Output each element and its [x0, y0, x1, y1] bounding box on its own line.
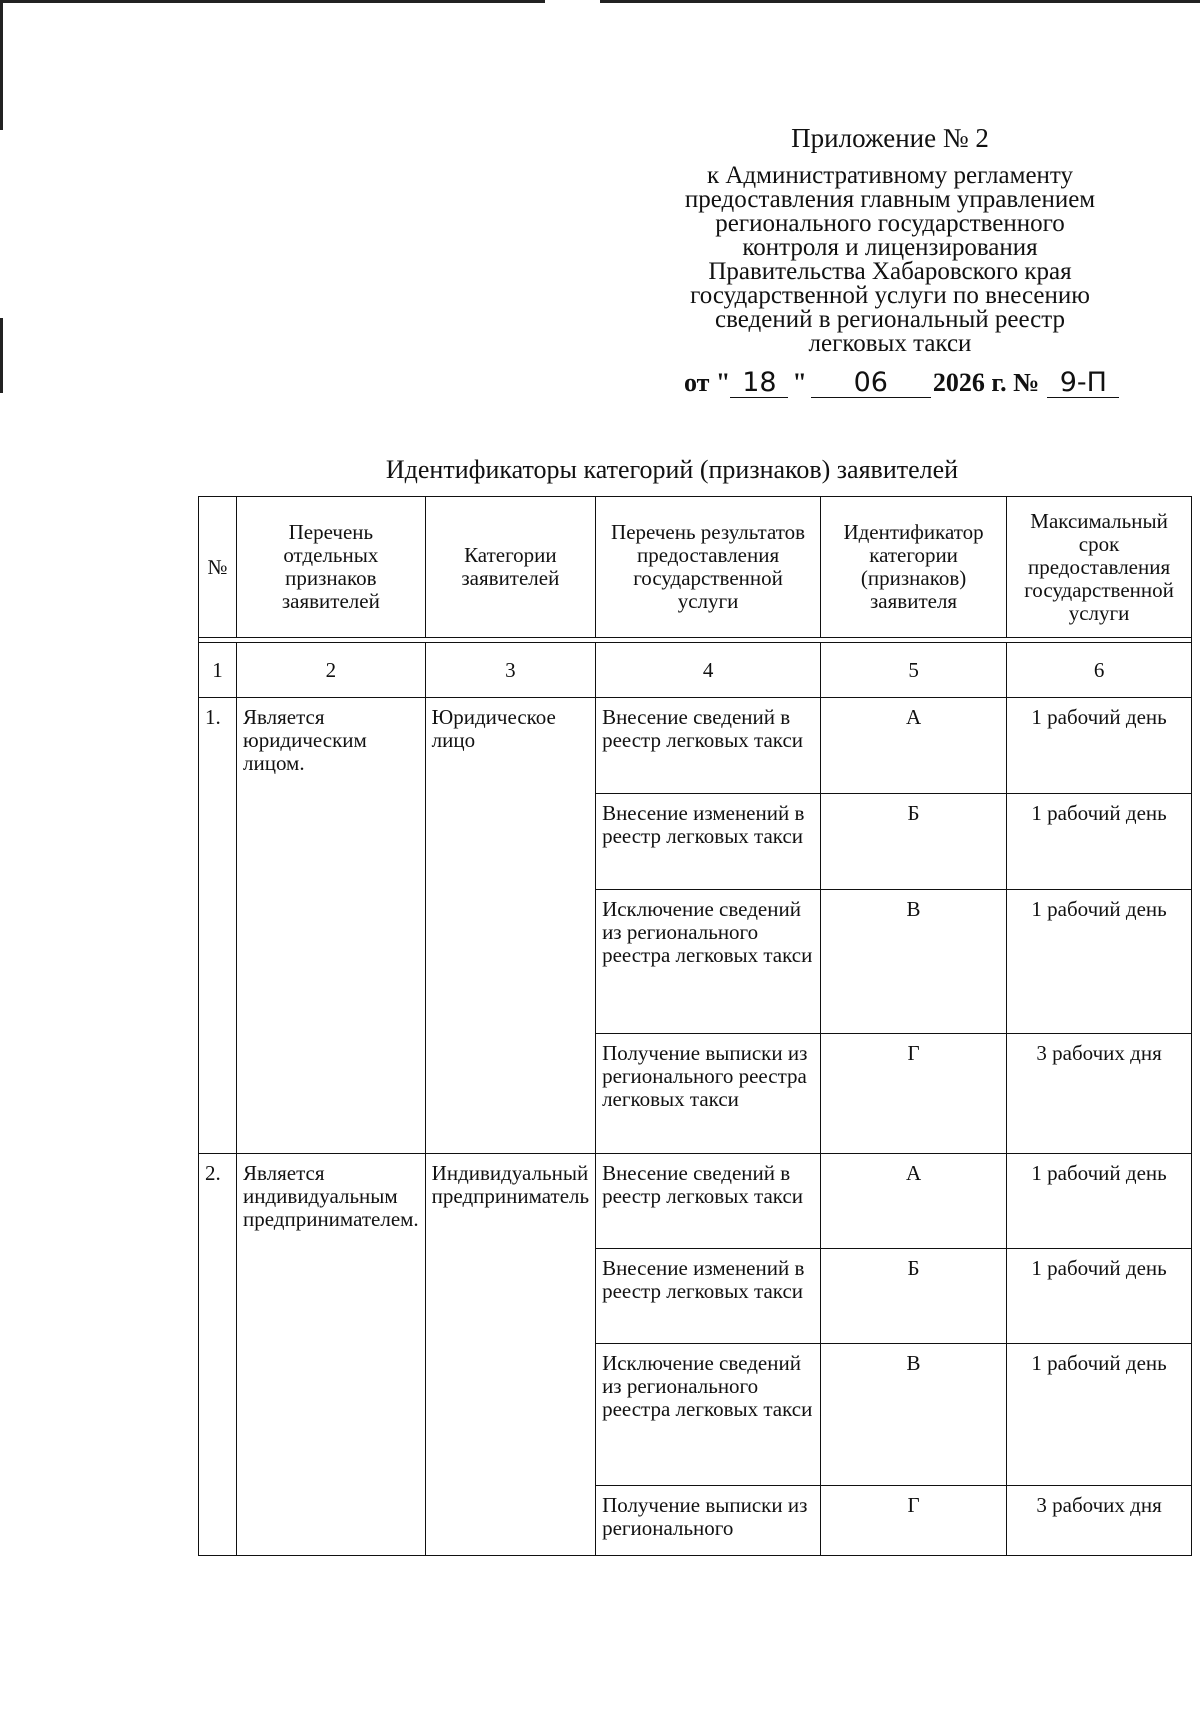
table-row: [199, 698, 1192, 794]
appendix-line: регионального государственного: [715, 210, 1065, 237]
identifiers-table: [198, 496, 1192, 1556]
service-result: Исключение сведений из регионального реестра легковых такси: [596, 890, 821, 1034]
header-cell: Максимальный срок предоставления государственной услуги: [1007, 497, 1192, 638]
max-term: 1 рабочий день: [1007, 794, 1192, 890]
column-number: 1: [199, 643, 237, 698]
applicant-category: Индивидуальный предприниматель: [425, 1154, 595, 1556]
category-identifier: А: [821, 1154, 1007, 1249]
max-term: 1 рабочий день: [1007, 1344, 1192, 1486]
scan-border-left-lower: [0, 318, 3, 393]
approval-date-line: [684, 368, 1119, 398]
identifiers-table-wrap: [198, 496, 1192, 1556]
document-number: 9-П: [1047, 369, 1119, 398]
date-day: 18: [730, 369, 788, 398]
group-number: 2.: [199, 1154, 237, 1556]
category-identifier: Б: [821, 1249, 1007, 1344]
column-number: 2: [237, 643, 426, 698]
service-result: Внесение изменений в реестр легковых такси: [596, 794, 821, 890]
appendix-line: сведений в региональный реестр: [714, 306, 1066, 333]
date-prefix: от ": [684, 368, 731, 397]
category-identifier: Б: [821, 794, 1007, 890]
header-cell: №: [199, 497, 237, 638]
max-term: 1 рабочий день: [1007, 890, 1192, 1034]
max-term: 3 рабочих дня: [1007, 1034, 1192, 1154]
max-term: 3 рабочих дня: [1007, 1486, 1192, 1556]
table-title: Идентификаторы категорий (признаков) заявителей: [385, 455, 959, 484]
category-identifier: Г: [821, 1486, 1007, 1556]
appendix-line: предоставления главным управлением: [684, 186, 1096, 213]
max-term: 1 рабочий день: [1007, 698, 1192, 794]
date-quote: ": [792, 368, 807, 397]
appendix-line: Правительства Хабаровского края: [708, 258, 1072, 285]
max-term: 1 рабочий день: [1007, 1249, 1192, 1344]
appendix-line: контроля и лицензирования: [742, 234, 1038, 261]
date-year: 2026 г. №: [932, 368, 1040, 397]
service-result: Получение выписки из регионального реестра легковых такси: [596, 1034, 821, 1154]
scan-border-top-right: [600, 0, 1200, 3]
column-number-row: [199, 643, 1192, 698]
max-term: 1 рабочий день: [1007, 1154, 1192, 1249]
table-header-row: [199, 497, 1192, 638]
scan-border-top-left: [0, 0, 545, 3]
scan-border-left-upper: [0, 0, 3, 130]
service-result: Получение выписки из регионального: [596, 1486, 821, 1556]
column-number: 5: [821, 643, 1007, 698]
column-number: 6: [1007, 643, 1192, 698]
category-identifier: В: [821, 1344, 1007, 1486]
service-result: Внесение сведений в реестр легковых такси: [596, 698, 821, 794]
applicant-attribute: Является индивидуальным предпринимателем.: [237, 1154, 426, 1556]
category-identifier: В: [821, 890, 1007, 1034]
appendix-header: [640, 125, 1140, 356]
appendix-line: к Административному регламенту: [706, 162, 1074, 189]
service-result: Внесение изменений в реестр легковых такси: [596, 1249, 821, 1344]
applicant-attribute: Является юридическим лицом.: [237, 698, 426, 1154]
date-month: 06: [811, 369, 931, 398]
header-cell: Перечень результатов предоставления государственной услуги: [596, 497, 821, 638]
appendix-line: государственной услуги по внесению: [690, 282, 1090, 309]
header-cell: Категории заявителей: [425, 497, 595, 638]
header-cell: Перечень отдельных признаков заявителей: [237, 497, 426, 638]
column-number: 3: [425, 643, 595, 698]
category-identifier: Г: [821, 1034, 1007, 1154]
group-number: 1.: [199, 698, 237, 1154]
column-number: 4: [596, 643, 821, 698]
category-identifier: А: [821, 698, 1007, 794]
header-cell: Идентификатор категории (признаков) заявителя: [821, 497, 1007, 638]
applicant-category: Юридическое лицо: [425, 698, 595, 1154]
table-row: [199, 1154, 1192, 1249]
appendix-line: легковых такси: [808, 330, 972, 357]
service-result: Внесение сведений в реестр легковых такси: [596, 1154, 821, 1249]
appendix-title: Приложение № 2: [791, 123, 989, 153]
service-result: Исключение сведений из регионального реестра легковых такси: [596, 1344, 821, 1486]
